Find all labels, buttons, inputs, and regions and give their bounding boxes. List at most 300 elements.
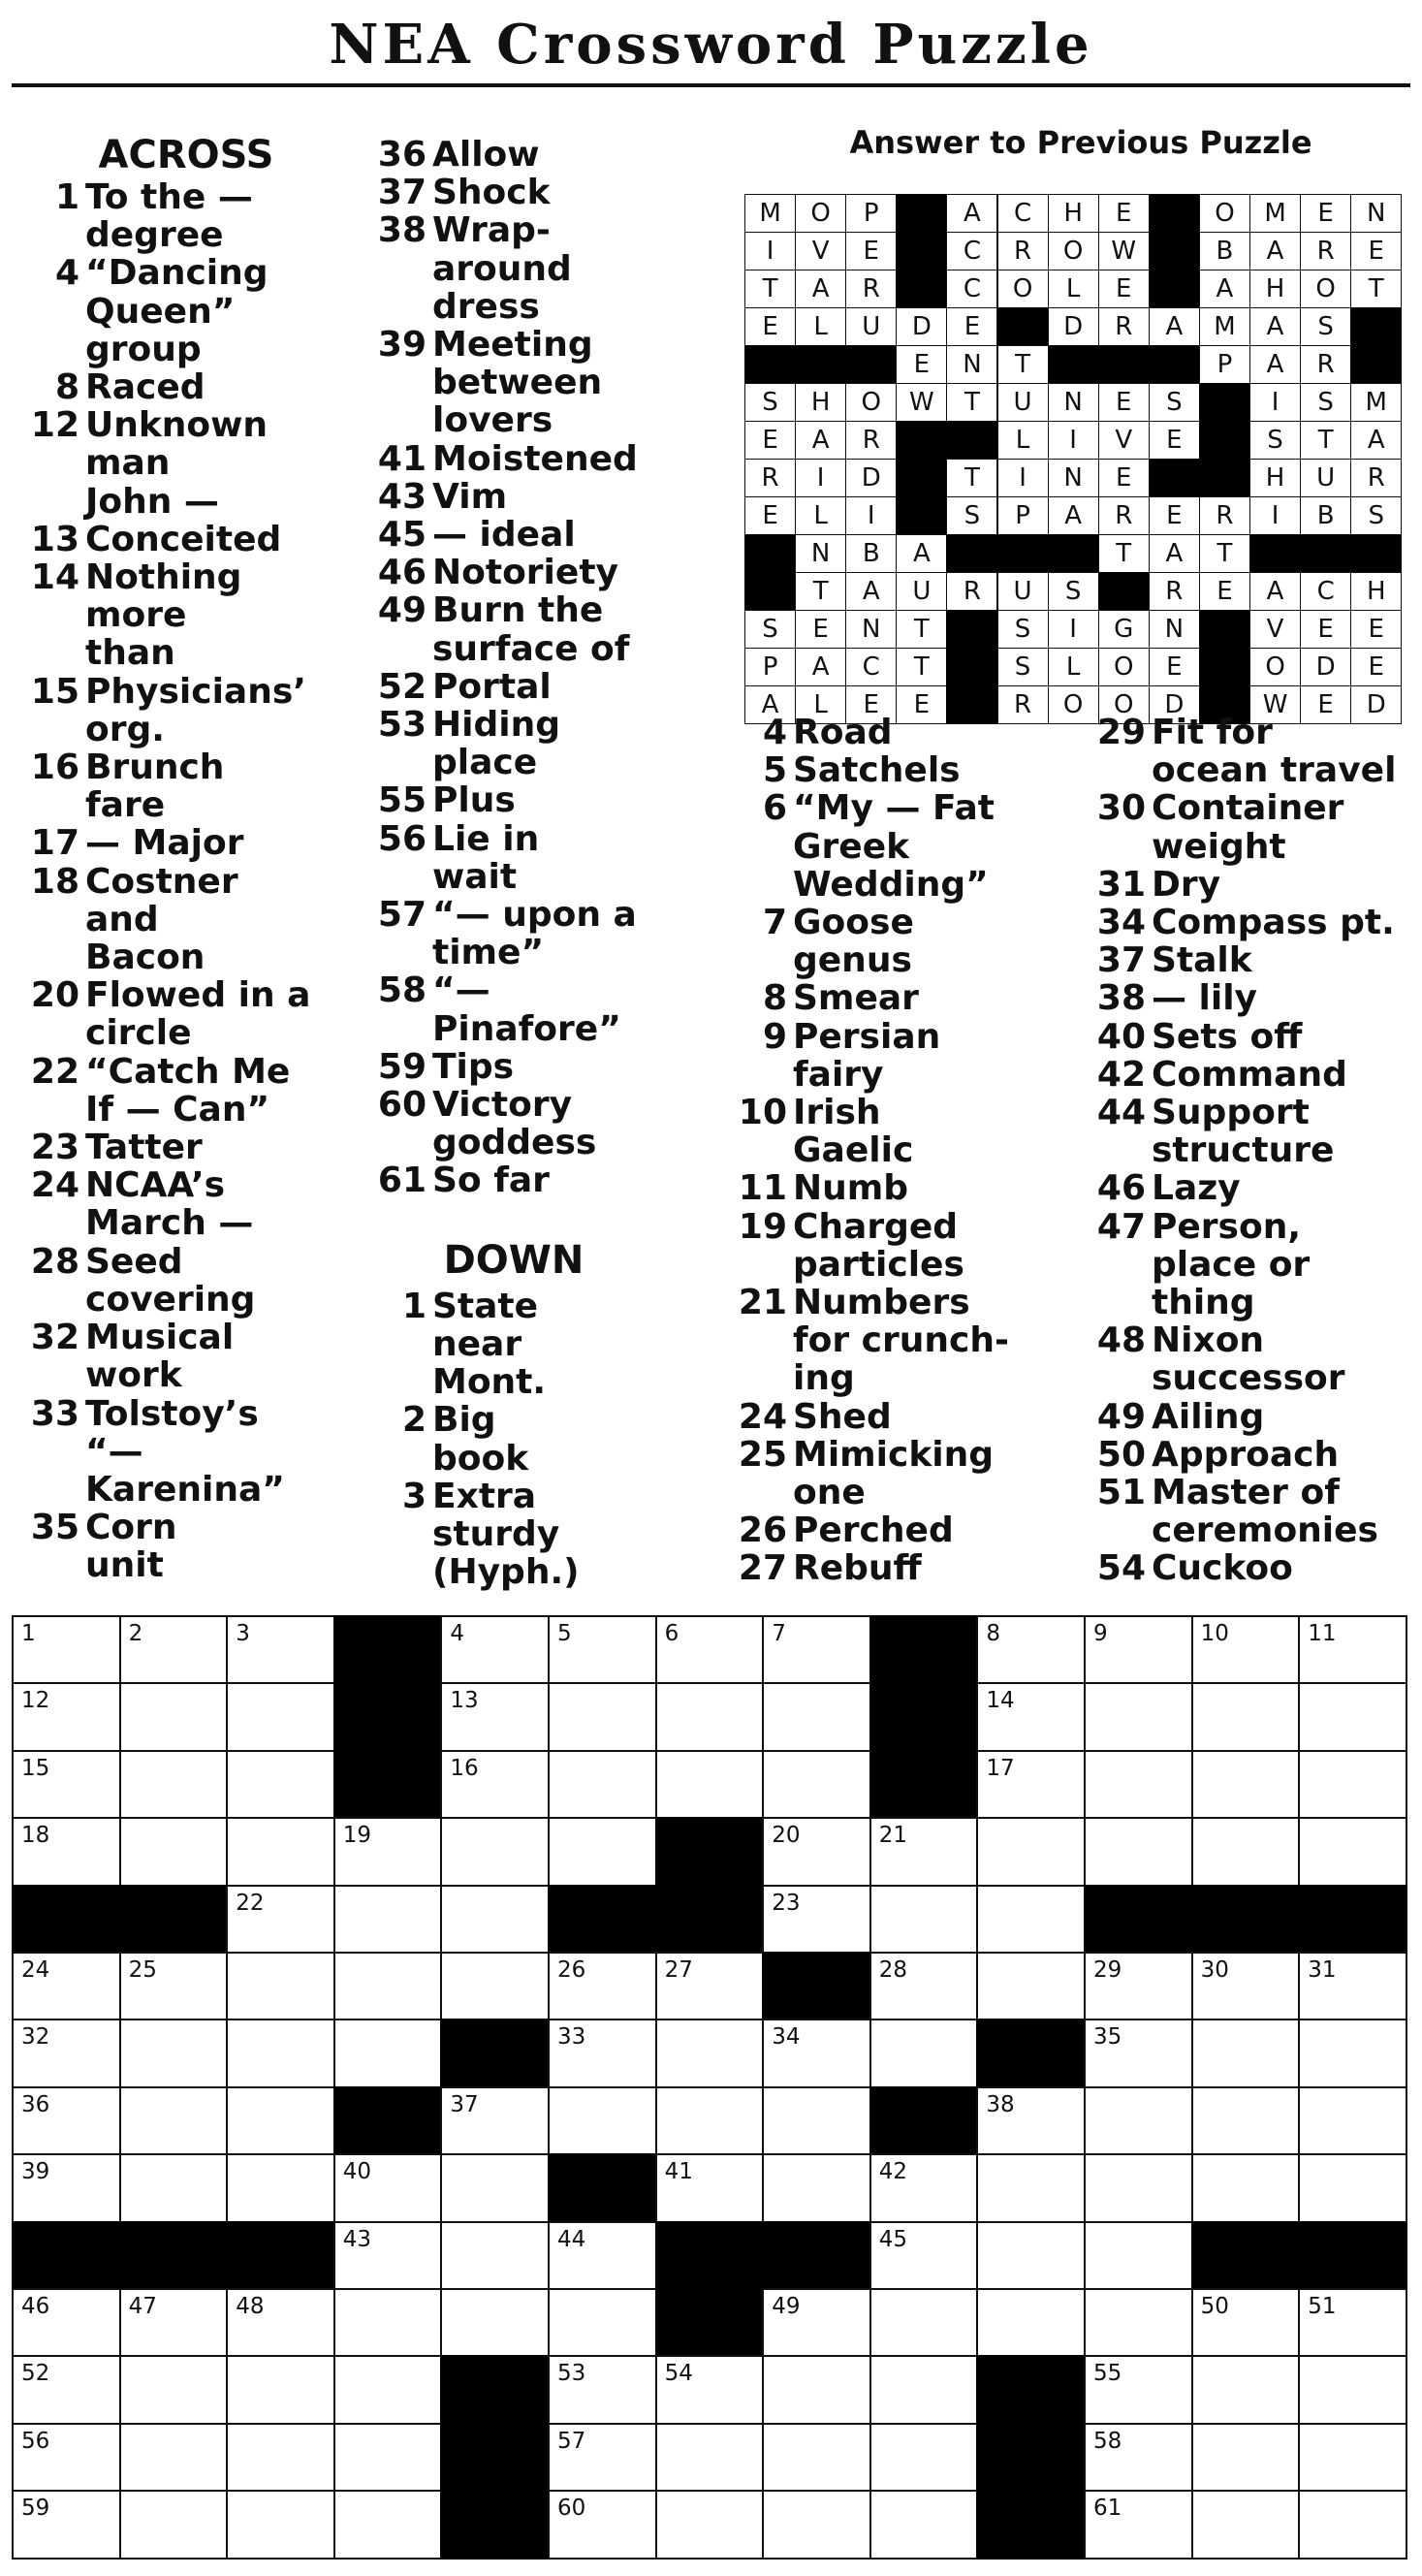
clue-number: 23 [30,1128,79,1168]
grid-cell[interactable] [119,2423,229,2492]
clue-number: 43 [377,476,427,517]
clue-line: place [432,743,538,783]
clue-item [368,668,698,706]
clue-line: Tatter [85,1128,203,1168]
clue-text [85,1053,361,1129]
answer-letter-cell: C [1300,572,1351,611]
grid-cell[interactable] [440,1952,550,2020]
answer-letter-cell: R [997,685,1049,724]
grid-cell[interactable] [1191,2019,1301,2087]
answer-letter-cell: T [744,270,796,308]
grid-cell[interactable] [976,1885,1086,1954]
clue-line: Ailing [1152,1396,1265,1437]
down-clues-column-4 [1076,714,1421,1588]
grid-cell[interactable] [655,1750,765,1819]
clue-item [12,1395,361,1510]
grid-cell[interactable] [119,2490,229,2559]
grid-cell[interactable] [333,2153,443,2222]
grid-cell[interactable] [1084,2490,1193,2559]
grid-cell[interactable] [869,2423,979,2492]
grid-cell[interactable] [226,2153,335,2222]
clue-text [793,1549,1066,1587]
answer-letter-cell: R [1350,459,1402,497]
answer-letter-cell: C [845,648,897,686]
cell-number: 1 [21,1621,36,1646]
grid-cell[interactable] [762,2490,871,2559]
grid-cell[interactable] [655,2086,765,2155]
clue-item [717,1436,1066,1511]
clue-line: — lily [1152,978,1258,1019]
clue-line: near [432,1323,522,1364]
grid-cell[interactable] [119,2153,229,2222]
grid-cell[interactable] [762,1817,871,1886]
grid-cell[interactable] [440,2288,550,2357]
answer-letter-cell: W [1249,685,1301,724]
grid-cell[interactable] [1084,2019,1193,2087]
grid-cell[interactable] [333,2490,443,2559]
clue-text [793,1094,1066,1169]
grid-cell[interactable] [119,2288,229,2357]
answer-letter-cell: A [1149,307,1200,346]
grid-cell[interactable] [1298,1750,1407,1819]
grid-cell[interactable] [869,2019,979,2087]
clue-line: “— [85,1431,143,1472]
answer-black-square [946,534,997,573]
grid-cell[interactable] [1298,2423,1407,2492]
cell-number: 60 [557,2496,586,2522]
cell-number: 4 [450,1621,465,1646]
grid-cell[interactable] [1084,1682,1193,1751]
grid-cell[interactable] [976,1952,1086,2020]
black-square [119,1885,229,1954]
clue-text [1152,1018,1421,1056]
black-square [1298,1885,1407,1954]
answer-letter-cell: T [997,345,1049,384]
grid-cell[interactable] [548,2019,657,2087]
answer-letter-cell: A [795,648,846,686]
grid-cell[interactable] [548,2086,657,2155]
grid-cell[interactable] [762,2086,871,2155]
grid-cell[interactable] [226,1952,335,2020]
grid-cell[interactable] [762,1682,871,1751]
grid-cell[interactable] [226,2490,335,2559]
grid-cell[interactable] [12,2019,121,2087]
grid-cell[interactable] [762,1750,871,1819]
answer-black-square [1199,648,1250,686]
clue-line: unit [85,1545,164,1586]
grid-cell[interactable] [762,2423,871,2492]
answer-letter-cell: D [1149,685,1200,724]
clue-number: 40 [1096,1016,1146,1057]
grid-cell[interactable] [12,1750,121,1819]
grid-cell[interactable] [333,2019,443,2087]
answer-letter-cell: D [845,459,897,497]
grid-cell[interactable] [548,1817,657,1886]
clue-number: 57 [377,895,427,936]
grid-cell[interactable] [869,2355,979,2424]
grid-cell[interactable] [119,1682,229,1751]
answer-letter-cell: N [1149,610,1200,649]
black-square [333,1682,443,1751]
grid-cell[interactable] [548,1750,657,1819]
answer-letter-cell: A [1048,496,1099,535]
grid-cell[interactable] [333,2221,443,2290]
answer-letter-cell: S [1300,307,1351,346]
clue-item [368,1478,698,1592]
grid-cell[interactable] [762,1615,871,1684]
grid-cell[interactable] [548,2221,657,2290]
grid-cell[interactable] [869,1952,979,2020]
clue-line: Nothing [85,557,242,598]
answer-black-square [1350,534,1402,573]
grid-cell[interactable] [655,1952,765,2020]
answer-black-square [744,534,796,573]
grid-cell[interactable] [976,2221,1086,2290]
grid-cell[interactable] [1084,2423,1193,2492]
grid-cell[interactable] [333,1952,443,2020]
clue-line: Shock [432,173,551,213]
grid-cell[interactable] [440,1817,550,1886]
grid-cell[interactable] [1084,1817,1193,1886]
grid-cell[interactable] [333,2355,443,2424]
answer-black-square [744,572,796,611]
clue-line: Charged [793,1206,959,1247]
grid-cell[interactable] [12,2086,121,2155]
title-divider [12,83,1410,87]
grid-cell[interactable] [12,1817,121,1886]
black-square [12,1885,121,1954]
grid-cell[interactable] [440,2153,550,2222]
grid-cell[interactable] [1084,2221,1193,2290]
answer-letter-cell: E [1098,459,1150,497]
grid-cell[interactable] [12,1682,121,1751]
clue-number: 20 [30,975,79,1016]
answer-letter-cell: E [1098,270,1150,308]
grid-cell[interactable] [226,1682,335,1751]
clue-item [368,516,698,554]
grid-cell[interactable] [1084,1952,1193,2020]
grid-cell[interactable] [119,2355,229,2424]
clue-line: Queen” [85,291,236,332]
grid-cell[interactable] [869,2221,979,2290]
cell-number: 33 [557,2024,586,2051]
answer-letter-cell: S [744,610,796,649]
grid-cell[interactable] [119,1952,229,2020]
grid-cell[interactable] [440,1750,550,1819]
grid-cell[interactable] [762,2019,871,2087]
clue-text [432,781,698,819]
clue-text [1152,1549,1421,1587]
grid-cell[interactable] [333,2423,443,2492]
black-square [333,1615,443,1684]
cell-number: 23 [772,1890,801,1916]
cell-number: 41 [664,2159,693,2185]
clue-number: 54 [1096,1548,1146,1589]
grid-cell[interactable] [1084,1750,1193,1819]
grid-cell[interactable] [226,2086,335,2155]
clue-item [368,591,698,667]
clue-number: 48 [1096,1320,1146,1361]
clue-line: org. [85,709,165,749]
grid-cell[interactable] [655,2019,765,2087]
clue-item [717,1511,1066,1549]
answer-letter-cell: R [845,270,897,308]
grid-cell[interactable] [1191,1615,1301,1684]
grid-cell[interactable] [655,1682,765,1751]
answer-black-square [896,194,947,233]
grid-cell[interactable] [1298,1817,1407,1886]
answer-black-square [795,345,846,384]
grid-cell[interactable] [226,2288,335,2357]
grid-cell[interactable] [548,1682,657,1751]
clue-number: 49 [1096,1396,1146,1437]
grid-cell[interactable] [1084,2355,1193,2424]
grid-cell[interactable] [226,1817,335,1886]
clue-line: NCAA’s [85,1165,226,1206]
grid-cell[interactable] [1084,2153,1193,2222]
grid-cell[interactable] [1084,2086,1193,2155]
grid-cell[interactable] [655,2153,765,2222]
clue-text [1152,979,1421,1017]
grid-cell[interactable] [226,1750,335,1819]
grid-cell[interactable] [226,2019,335,2087]
grid-cell[interactable] [12,2355,121,2424]
cell-number: 12 [21,1688,50,1714]
grid-cell[interactable] [762,2355,871,2424]
clue-line: sturdy [432,1513,560,1554]
grid-cell[interactable] [440,2221,550,2290]
grid-cell[interactable] [226,1615,335,1684]
answer-letter-cell: H [1249,459,1301,497]
answer-letter-cell: E [896,685,947,724]
answer-letter-cell: U [896,572,947,611]
clue-text [793,751,1066,789]
grid-cell[interactable] [333,1885,443,1954]
grid-cell[interactable] [548,2355,657,2424]
grid-cell[interactable] [869,2490,979,2559]
grid-cell[interactable] [1298,1952,1407,2020]
grid-cell[interactable] [976,2288,1086,2357]
clue-line: work [85,1355,182,1396]
clue-text [432,211,698,326]
clue-item [1076,904,1421,941]
grid-cell[interactable] [976,1817,1086,1886]
clue-line: Musical [85,1318,235,1358]
clue-line: Conceited [85,519,282,559]
grid-cell[interactable] [1084,2288,1193,2357]
grid-cell[interactable] [869,2288,979,2357]
clue-number: 6 [762,788,787,829]
cell-number: 45 [878,2226,908,2252]
grid-cell[interactable] [655,2355,765,2424]
clue-item [12,406,361,521]
clue-number: 45 [377,515,427,556]
grid-cell[interactable] [119,1817,229,1886]
answer-letter-cell: A [896,534,947,573]
grid-cell[interactable] [119,2086,229,2155]
cell-number: 27 [664,1957,693,1983]
answer-letter-cell: N [845,610,897,649]
clue-number: 53 [377,705,427,746]
grid-cell[interactable] [976,1615,1086,1684]
clue-text [432,668,698,706]
grid-cell[interactable] [1298,1615,1407,1684]
grid-cell[interactable] [440,2086,550,2155]
grid-cell[interactable] [1298,2490,1407,2559]
clue-line: ceremonies [1152,1511,1378,1551]
answer-letter-cell: U [845,307,897,346]
grid-cell[interactable] [1298,2153,1407,2222]
grid-cell[interactable] [869,1817,979,1886]
clue-line: Bacon [85,938,205,978]
clue-text [1152,941,1421,979]
grid-cell[interactable] [762,2153,871,2222]
grid-cell[interactable] [1191,2153,1301,2222]
clue-item [1076,1018,1421,1056]
grid-cell[interactable] [1191,2490,1301,2559]
black-square [869,1682,979,1751]
grid-cell[interactable] [440,1682,550,1751]
grid-cell[interactable] [226,2423,335,2492]
grid-cell[interactable] [976,1750,1086,1819]
clue-line: To the — [85,177,253,217]
grid-cell[interactable] [440,1885,550,1954]
clue-line: “Catch Me [85,1051,291,1092]
cell-number: 39 [21,2159,50,2185]
grid-cell[interactable] [1191,2086,1301,2155]
answer-letter-cell: U [997,383,1049,422]
grid-cell[interactable] [976,1682,1086,1751]
answer-letter-cell: M [744,194,796,233]
clue-number: 31 [1096,864,1146,905]
answer-letter-cell: B [1199,232,1250,270]
answer-letter-cell: A [1350,421,1402,460]
grid-cell[interactable] [1191,2423,1301,2492]
clue-line: — ideal [432,515,576,556]
grid-cell[interactable] [119,2019,229,2087]
answer-letter-cell: E [1350,232,1402,270]
grid-cell[interactable] [548,2423,657,2492]
answer-letter-cell: A [795,270,846,308]
cell-number: 59 [21,2496,50,2522]
clue-number: 5 [762,750,787,791]
grid-cell[interactable] [1298,2019,1407,2087]
clue-line: around [432,248,572,289]
clue-text [85,521,361,558]
grid-cell[interactable] [12,1952,121,2020]
clue-number: 59 [377,1046,427,1087]
grid-cell[interactable] [119,1750,229,1819]
grid-cell[interactable] [655,1615,765,1684]
grid-cell[interactable] [12,2153,121,2222]
grid-cell[interactable] [1298,2355,1407,2424]
across-clues-column-2 [368,136,698,1591]
clue-line: dress [432,286,540,327]
clue-text [793,979,1066,1017]
grid-cell[interactable] [226,2355,335,2424]
clue-text [1152,1474,1421,1549]
down-clues-column-3 [717,714,1066,1588]
answer-letter-cell: T [896,610,947,649]
clue-item [12,1319,361,1394]
grid-cell[interactable] [12,2423,121,2492]
grid-cell[interactable] [548,1952,657,2020]
black-square [440,2019,550,2087]
grid-cell[interactable] [1298,1682,1407,1751]
grid-cell[interactable] [976,2153,1086,2222]
grid-cell[interactable] [119,1615,229,1684]
grid-cell[interactable] [548,1615,657,1684]
grid-cell[interactable] [333,2288,443,2357]
clue-line: fare [85,785,166,826]
answer-letter-cell: A [1199,270,1250,308]
grid-cell[interactable] [1298,2086,1407,2155]
clue-text [1152,1094,1421,1169]
cell-number: 38 [986,2091,1015,2117]
clue-line: Compass pt. [1152,903,1395,943]
grid-cell[interactable] [762,1885,871,1954]
clue-item [1076,1094,1421,1169]
grid-cell[interactable] [1191,1750,1301,1819]
answer-letter-cell: L [1048,648,1099,686]
black-square [976,2423,1086,2492]
grid-cell[interactable] [12,2490,121,2559]
clue-text [793,1436,1066,1511]
answer-letter-cell: R [1300,232,1351,270]
answer-letter-cell: I [845,496,897,535]
grid-cell[interactable] [1084,1615,1193,1684]
grid-cell[interactable] [869,1885,979,1954]
grid-cell[interactable] [655,2490,765,2559]
grid-cell[interactable] [12,1615,121,1684]
clue-line: Vim [432,476,508,517]
black-square [440,2490,550,2559]
clue-line: Stalk [1152,940,1252,981]
clue-item [12,1166,361,1242]
grid-cell[interactable] [1191,1817,1301,1886]
clue-line: Plus [432,780,516,821]
answer-letter-cell: V [1098,421,1150,460]
grid-cell[interactable] [762,2288,871,2357]
grid-cell[interactable] [1298,2288,1407,2357]
grid-cell[interactable] [548,2288,657,2357]
grid-cell[interactable] [226,1885,335,1954]
clue-line: Numb [793,1168,909,1209]
grid-cell[interactable] [548,2490,657,2559]
grid-cell[interactable] [655,2423,765,2492]
answer-letter-cell: N [1048,383,1099,422]
grid-cell[interactable] [1191,1682,1301,1751]
clue-item [12,1509,361,1584]
clue-line: Tolstoy’s [85,1393,259,1434]
grid-cell[interactable] [440,1615,550,1684]
black-square [655,1817,765,1886]
answer-letter-cell: T [1098,534,1150,573]
answer-black-square [1048,345,1099,384]
black-square [762,1952,871,2020]
grid-cell[interactable] [333,1817,443,1886]
grid-cell[interactable] [1191,2288,1301,2357]
clue-item [717,1094,1066,1169]
cell-number: 14 [986,1688,1015,1714]
grid-cell[interactable] [869,2153,979,2222]
grid-cell[interactable] [12,2288,121,2357]
grid-cell[interactable] [976,2086,1086,2155]
grid-cell[interactable] [1191,1952,1301,2020]
answer-letter-cell: O [997,270,1049,308]
clue-line: thing [1152,1283,1255,1323]
grid-cell[interactable] [1191,2355,1301,2424]
